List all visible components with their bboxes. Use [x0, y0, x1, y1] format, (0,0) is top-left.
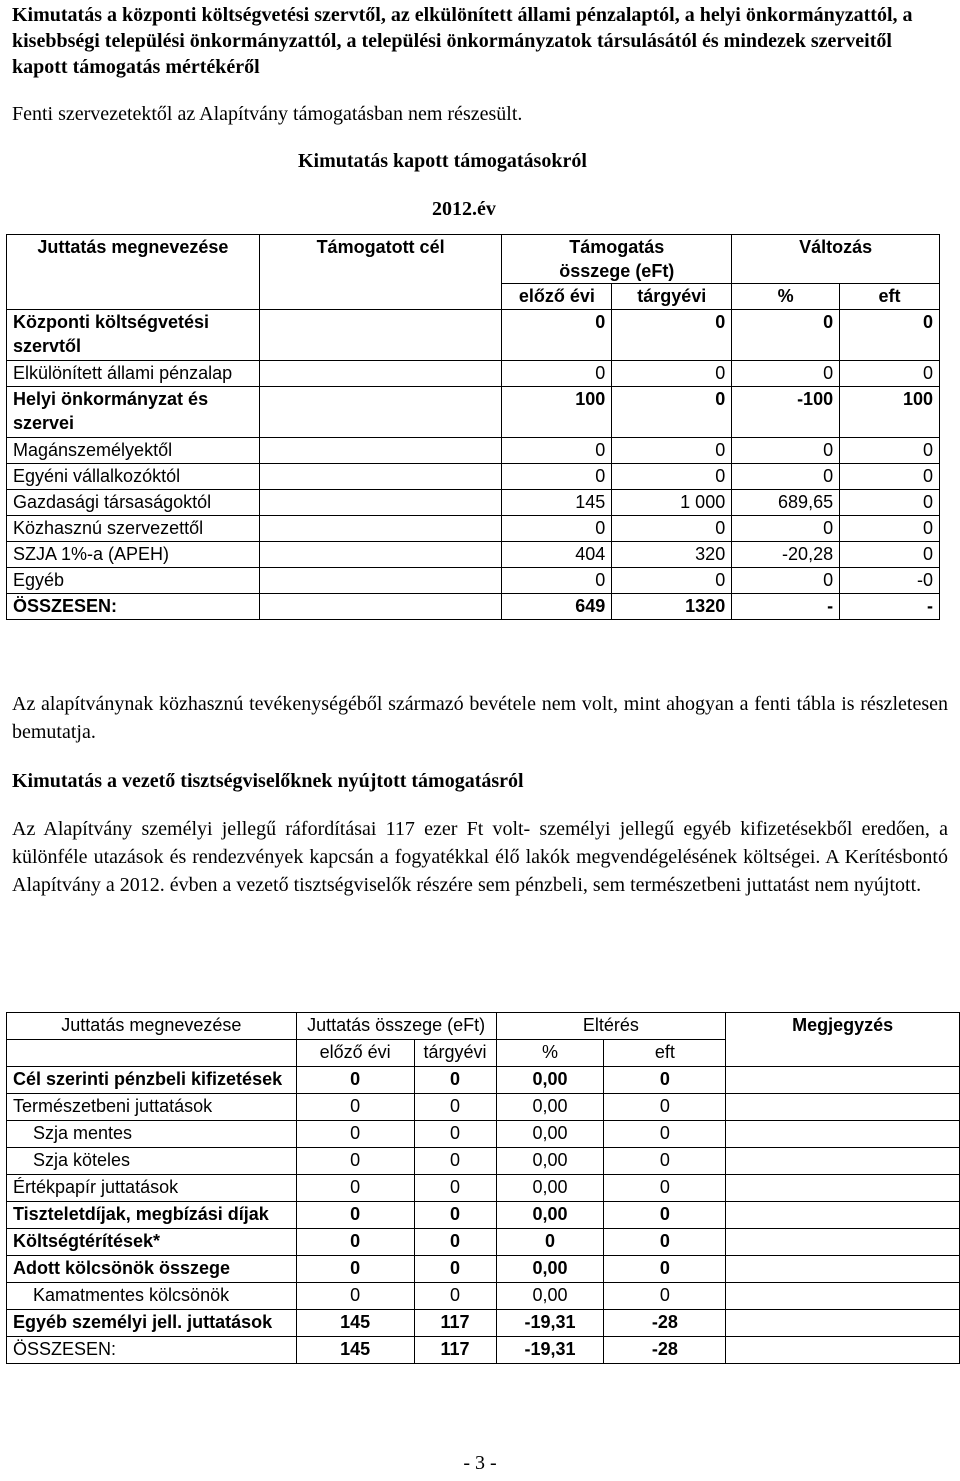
total-prev: 145	[296, 1337, 414, 1364]
row-prev: 0	[296, 1148, 414, 1175]
subheader-empty	[7, 1040, 297, 1067]
header-juttatas-osszege: Juttatás összege (eFt)	[296, 1013, 496, 1040]
row-name-line2: szervtől	[13, 336, 82, 356]
subheader-prev: előző évi	[296, 1040, 414, 1067]
table-row	[7, 1094, 960, 1121]
row-prev: 404	[502, 542, 612, 568]
row-prev: 0	[296, 1175, 414, 1202]
row-cel	[259, 387, 502, 438]
subheader-prev: előző évi	[502, 284, 612, 310]
row-name: Szja köteles	[7, 1148, 297, 1175]
officer-support-table	[6, 1012, 960, 1364]
total-eft: -28	[604, 1337, 726, 1364]
table-row	[7, 490, 940, 516]
row-name: Értékpapír juttatások	[7, 1175, 297, 1202]
row-note	[726, 1175, 960, 1202]
table-row	[7, 516, 940, 542]
section3-heading: Kimutatás a vezető tisztségviselőknek nyújtott támogatásról	[12, 770, 524, 792]
row-name: Egyéni vállalkozóktól	[7, 464, 260, 490]
row-curr: 117	[414, 1310, 496, 1337]
table-row	[7, 1121, 960, 1148]
subheader-pct: %	[496, 1040, 604, 1067]
total-label: ÖSSZESEN:	[7, 1337, 297, 1364]
row-cel	[259, 438, 502, 464]
row-prev: 0	[502, 464, 612, 490]
row-curr: 320	[612, 542, 732, 568]
row-curr: 0	[612, 310, 732, 361]
row-cel	[259, 516, 502, 542]
total-curr: 1320	[612, 594, 732, 620]
row-name: Egyéb személyi jell. juttatások	[7, 1310, 297, 1337]
row-pct: 0	[732, 310, 840, 361]
table1-title: Kimutatás kapott támogatásokról	[298, 150, 587, 172]
page-number: - 3 -	[463, 1452, 497, 1474]
row-pct: 0,00	[496, 1094, 604, 1121]
row-cel	[259, 361, 502, 387]
table-row	[7, 1202, 960, 1229]
row-prev: 0	[296, 1067, 414, 1094]
row-prev: 0	[502, 568, 612, 594]
row-name: Egyéb	[7, 568, 260, 594]
row-eft: 0	[840, 464, 940, 490]
section1-note: Fenti szervezetektől az Alapítvány támogatásban nem részesült.	[12, 103, 523, 125]
row-pct: 0	[732, 516, 840, 542]
row-curr: 0	[414, 1175, 496, 1202]
row-curr: 0	[612, 464, 732, 490]
total-cel	[259, 594, 502, 620]
row-note	[726, 1121, 960, 1148]
total-eft: -	[840, 594, 940, 620]
row-prev: 145	[296, 1310, 414, 1337]
row-eft: 0	[604, 1175, 726, 1202]
row-cel	[259, 542, 502, 568]
row-pct: 0,00	[496, 1121, 604, 1148]
table-row	[7, 387, 940, 438]
row-note	[726, 1283, 960, 1310]
section3-text: Az Alapítvány személyi jellegű ráfordításai 117 ezer Ft volt- személyi jellegű egyéb kifizetésekből eredően, a különféle utazások és rendezvények kapcsán a fogyatékkal élő lakók megvendégelésének költségei. A Kerítésbontó Alapítvány a 2012. évben a vezető tisztségviselők részére sem pénzbeli, sem természetbeni juttatást nem nyújtott.	[12, 818, 948, 896]
table1-year: 2012.év	[432, 198, 496, 220]
row-note	[726, 1067, 960, 1094]
row-note	[726, 1148, 960, 1175]
row-prev: 0	[296, 1094, 414, 1121]
table-row	[7, 1310, 960, 1337]
row-curr: 0	[612, 361, 732, 387]
row-pct: 0,00	[496, 1067, 604, 1094]
table-row	[7, 1283, 960, 1310]
row-cel	[259, 568, 502, 594]
row-eft: 0	[840, 542, 940, 568]
row-prev: 100	[502, 387, 612, 438]
row-curr: 0	[414, 1283, 496, 1310]
row-curr: 0	[612, 387, 732, 438]
row-curr: 0	[612, 516, 732, 542]
section1-heading: Kimutatás a központi költségvetési szervtől, az elkülönített állami pénzalaptól, a helyi önkormányzattól, a kisebbségi települési önkormányzattól, a települési önkormányzatok társulásától és mindezek szerveitől kapott támogatás mértékéről	[12, 4, 913, 78]
row-prev: 0	[502, 438, 612, 464]
table-row	[7, 1256, 960, 1283]
row-curr: 0	[612, 568, 732, 594]
table2-header-row	[7, 1013, 960, 1040]
row-pct: 0,00	[496, 1283, 604, 1310]
row-prev: 0	[502, 361, 612, 387]
row-curr: 0	[414, 1229, 496, 1256]
table-row	[7, 464, 940, 490]
row-name-line2: szervei	[13, 413, 75, 433]
header-tamogatott-cel: Támogatott cél	[259, 235, 502, 310]
table-row	[7, 568, 940, 594]
row-prev: 0	[296, 1229, 414, 1256]
row-name: Természetbeni juttatások	[7, 1094, 297, 1121]
row-pct: 689,65	[732, 490, 840, 516]
row-pct: 0	[732, 464, 840, 490]
row-pct: 0	[496, 1229, 604, 1256]
row-note	[726, 1256, 960, 1283]
header-megjegyzes: Megjegyzés	[726, 1013, 960, 1067]
row-name: Adott kölcsönök összege	[7, 1256, 297, 1283]
table1-header-row	[7, 235, 940, 284]
row-name: SZJA 1%-a (APEH)	[7, 542, 260, 568]
row-pct: 0,00	[496, 1256, 604, 1283]
row-pct: 0,00	[496, 1175, 604, 1202]
row-name: Cél szerinti pénzbeli kifizetések	[7, 1067, 297, 1094]
row-cel	[259, 310, 502, 361]
row-cel	[259, 464, 502, 490]
subheader-eft: eft	[840, 284, 940, 310]
row-curr: 1 000	[612, 490, 732, 516]
table1-total-row	[7, 594, 940, 620]
row-note	[726, 1202, 960, 1229]
row-eft: 100	[840, 387, 940, 438]
row-eft: 0	[840, 361, 940, 387]
header-valtozas: Változás	[732, 235, 940, 284]
total-prev: 649	[502, 594, 612, 620]
table-row	[7, 361, 940, 387]
row-curr: 0	[414, 1067, 496, 1094]
table-row	[7, 1175, 960, 1202]
row-pct: 0,00	[496, 1148, 604, 1175]
row-name: Közhasznú szervezettől	[7, 516, 260, 542]
row-pct: 0	[732, 568, 840, 594]
table-row	[7, 1229, 960, 1256]
row-prev: 145	[502, 490, 612, 516]
row-eft: 0	[840, 490, 940, 516]
row-eft: 0	[604, 1283, 726, 1310]
row-name: Szja mentes	[7, 1121, 297, 1148]
row-prev: 0	[296, 1283, 414, 1310]
row-eft: -28	[604, 1310, 726, 1337]
row-name: Elkülönített állami pénzalap	[7, 361, 260, 387]
row-eft: 0	[840, 310, 940, 361]
table-row	[7, 1148, 960, 1175]
table-row	[7, 310, 940, 361]
table-row	[7, 438, 940, 464]
row-pct: 0	[732, 361, 840, 387]
row-pct: -19,31	[496, 1310, 604, 1337]
subheader-pct: %	[732, 284, 840, 310]
total-curr: 117	[414, 1337, 496, 1364]
table2-total-row	[7, 1337, 960, 1364]
row-name: Tiszteletdíjak, megbízási díjak	[7, 1202, 297, 1229]
row-eft: 0	[840, 516, 940, 542]
total-pct: -19,31	[496, 1337, 604, 1364]
row-name-line1: Központi költségvetési	[13, 312, 210, 332]
row-prev: 0	[502, 310, 612, 361]
header-elteres: Eltérés	[496, 1013, 726, 1040]
row-prev: 0	[502, 516, 612, 542]
header-juttatas: Juttatás megnevezése	[7, 235, 260, 310]
row-eft: 0	[840, 438, 940, 464]
table-row	[7, 1067, 960, 1094]
subheader-eft: eft	[604, 1040, 726, 1067]
row-eft: 0	[604, 1256, 726, 1283]
row-pct: 0,00	[496, 1202, 604, 1229]
row-note	[726, 1229, 960, 1256]
row-pct: -100	[732, 387, 840, 438]
row-eft: 0	[604, 1121, 726, 1148]
row-name: Költségtérítések*	[7, 1229, 297, 1256]
row-cel	[259, 490, 502, 516]
row-name: Kamatmentes kölcsönök	[7, 1283, 297, 1310]
support-table	[6, 234, 940, 620]
total-pct: -	[732, 594, 840, 620]
row-name: Gazdasági társaságoktól	[7, 490, 260, 516]
row-prev: 0	[296, 1121, 414, 1148]
row-curr: 0	[414, 1202, 496, 1229]
subheader-curr: tárgyévi	[612, 284, 732, 310]
row-name: Magánszemélyektől	[7, 438, 260, 464]
row-prev: 0	[296, 1256, 414, 1283]
row-eft: -0	[840, 568, 940, 594]
row-note	[726, 1094, 960, 1121]
header-juttatas: Juttatás megnevezése	[7, 1013, 297, 1040]
row-name-line1: Helyi önkormányzat és	[13, 389, 209, 409]
row-curr: 0	[612, 438, 732, 464]
total-label: ÖSSZESEN:	[7, 594, 260, 620]
row-pct: -20,28	[732, 542, 840, 568]
row-curr: 0	[414, 1256, 496, 1283]
row-name	[7, 387, 260, 438]
row-curr: 0	[414, 1121, 496, 1148]
row-curr: 0	[414, 1148, 496, 1175]
row-name	[7, 310, 260, 361]
header-tamogatas-osszege: Támogatás összege (eFt)	[502, 235, 732, 284]
section2-text: Az alapítványnak közhasznú tevékenységéből származó bevétele nem volt, mint ahogyan a fenti tábla is részletesen bemutatja.	[12, 693, 948, 743]
row-prev: 0	[296, 1202, 414, 1229]
subheader-curr: tárgyévi	[414, 1040, 496, 1067]
table-row	[7, 542, 940, 568]
row-note	[726, 1337, 960, 1364]
row-eft: 0	[604, 1094, 726, 1121]
row-note	[726, 1310, 960, 1337]
row-eft: 0	[604, 1229, 726, 1256]
row-curr: 0	[414, 1094, 496, 1121]
row-eft: 0	[604, 1067, 726, 1094]
row-eft: 0	[604, 1148, 726, 1175]
row-pct: 0	[732, 438, 840, 464]
row-eft: 0	[604, 1202, 726, 1229]
